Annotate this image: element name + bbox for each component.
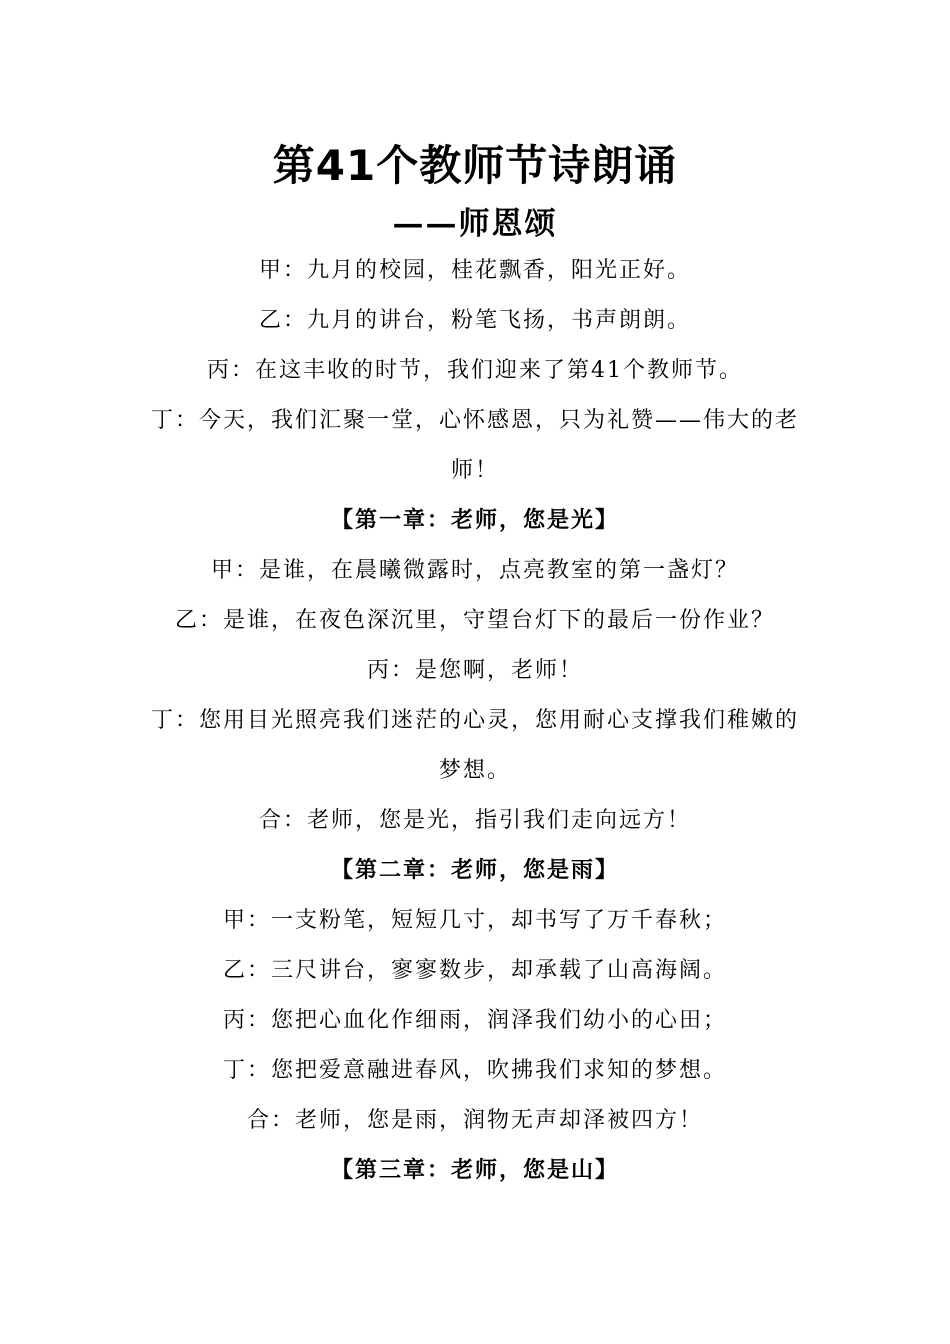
poem-line: 甲：一支粉笔，短短几寸，却书写了万千春秋；	[222, 908, 727, 933]
chapter-heading: 【第一章：老师，您是光】	[330, 508, 619, 533]
poem-line: 丙：是您啊，老师！	[366, 658, 583, 683]
poem-line: 乙：三尺讲台，寥寥数步，却承载了山高海阔。	[222, 958, 727, 983]
poem-line: 甲：是谁，在晨曦微露时，点亮教室的第一盏灯？	[210, 558, 739, 583]
poem-line: 合：老师，您是雨，润物无声却泽被四方！	[246, 1108, 703, 1133]
poem-line: 合：老师，您是光，指引我们走向远方！	[258, 808, 691, 833]
poem-line: 甲：九月的校园，桂花飘香，阳光正好。	[258, 258, 691, 283]
poem-line: 丁：今天，我们汇聚一堂，心怀感恩，只为礼赞——伟大的老师！	[150, 408, 799, 483]
chapter-heading: 【第二章：老师，您是雨】	[330, 858, 619, 883]
poem-line: 乙：是谁，在夜色深沉里，守望台灯下的最后一份作业？	[174, 608, 775, 633]
poem-line: 丙：您把心血化作细雨，润泽我们幼小的心田；	[222, 1008, 727, 1033]
document-page	[150, 138, 800, 1196]
chapter-heading: 【第三章：老师，您是山】	[330, 1158, 619, 1183]
page-subtitle: ——师恩颂	[392, 206, 558, 242]
poem-line: 丁：您用目光照亮我们迷茫的心灵，您用耐心支撑我们稚嫩的梦想。	[150, 708, 799, 783]
page-title: 第41个教师节诗朗诵	[272, 141, 678, 190]
poem-line: 丁：您把爱意融进春风，吹拂我们求知的梦想。	[222, 1058, 727, 1083]
poem-line: 乙：九月的讲台，粉笔飞扬，书声朗朗。	[258, 308, 691, 333]
poem-line: 丙：在这丰收的时节，我们迎来了第41个教师节。	[207, 358, 743, 383]
poem-body	[150, 246, 800, 1196]
